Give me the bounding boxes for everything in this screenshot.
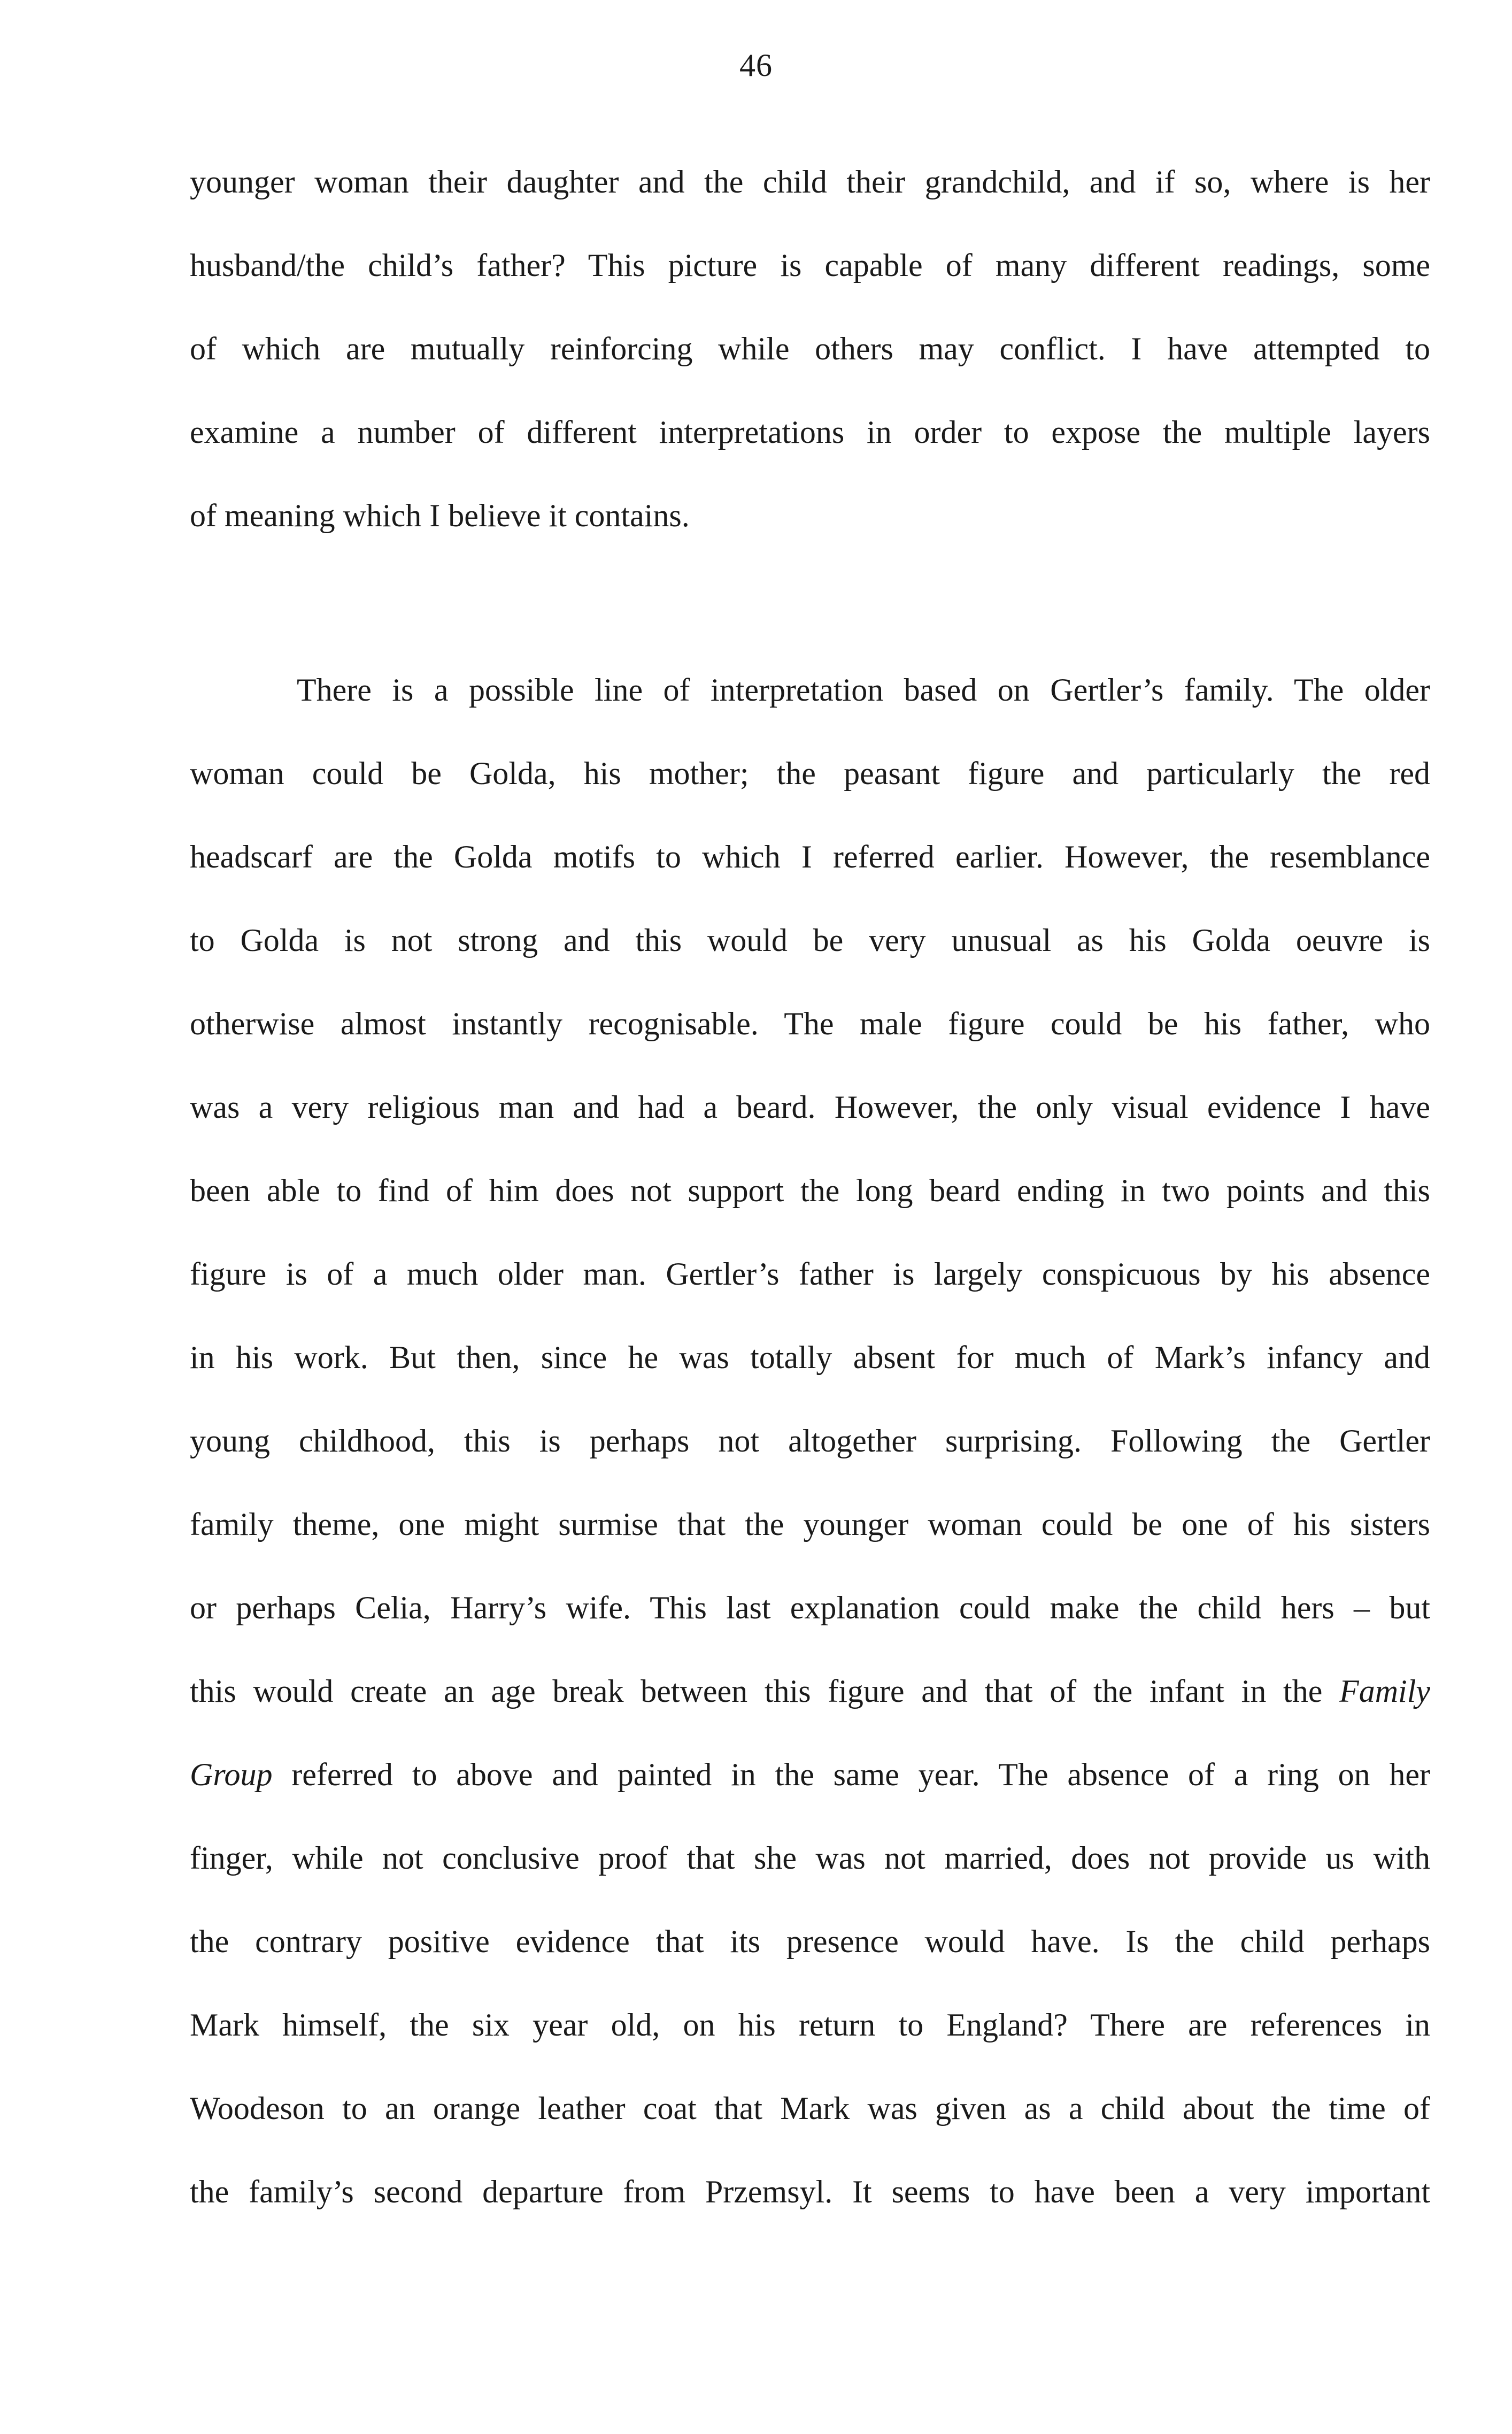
page-number: 46 [739,48,773,83]
text-line: examine a number of different interpretations in order to expose the multiple layers [190,414,1430,450]
text-line-with-italic [190,1759,1430,1842]
text-line: was a very religious man and had a beard. However, the only visual evidence I have [190,1089,1430,1125]
text-segment: this would create an age break between this figure and that of the infant in the [190,1673,1323,1709]
text-segment: referred to above and painted in the same year. The absence of a ring on her [291,1757,1430,1792]
text-line: of which are mutually reinforcing while others may conflict. I have attempted to [190,331,1430,366]
text-line: finger, while not conclusive proof that she was not married, does not provide us with [190,1840,1430,1876]
text-line: figure is of a much older man. Gertler’s father is largely conspicuous by his absence [190,1256,1430,1292]
text-line: to Golda is not strong and this would be very unusual as his Golda oeuvre is [190,923,1430,958]
text-line: of meaning which I believe it contains. [190,498,690,533]
italic-title: Family [1339,1673,1430,1709]
text-line: woman could be Golda, his mother; the peasant figure and particularly the red [190,756,1430,791]
text-line: family theme, one might surmise that the younger woman could be one of his sisters [190,1507,1430,1542]
text-line: Mark himself, the six year old, on his return to England? There are references in [190,2007,1430,2043]
text-line: young childhood, this is perhaps not altogether surprising. Following the Gertler [190,1423,1430,1458]
text-line: in his work. But then, since he was totally absent for much of Mark’s infancy and [190,1340,1430,1375]
text-line: otherwise almost instantly recognisable. The male figure could be his father, who [190,1006,1430,1041]
text-line: younger woman their daughter and the child their grandchild, and if so, where is her [190,164,1430,199]
italic-title: Group [190,1757,273,1792]
text-line: been able to find of him does not support the long beard ending in two points and this [190,1173,1430,1208]
paragraph-1 [190,166,1430,583]
text-line: the family’s second departure from Przemsyl. It seems to have been a very important [190,2174,1430,2209]
text-line: headscarf are the Golda motifs to which I referred earlier. However, the resemblance [190,839,1430,874]
text-line: the contrary positive evidence that its presence would have. Is the child perhaps [190,1924,1430,1959]
text-line: Woodeson to an orange leather coat that Mark was given as a child about the time of [190,2091,1430,2126]
text-line: husband/the child’s father? This picture is capable of many different readings, some [190,248,1430,283]
text-line-with-italic [190,1675,1430,1759]
paragraph-2 [190,674,1430,2259]
text-line: There is a possible line of interpretation based on Gertler’s family. The older [297,672,1430,708]
text-line: or perhaps Celia, Harry’s wife. This last explanation could make the child hers – but [190,1590,1430,1625]
